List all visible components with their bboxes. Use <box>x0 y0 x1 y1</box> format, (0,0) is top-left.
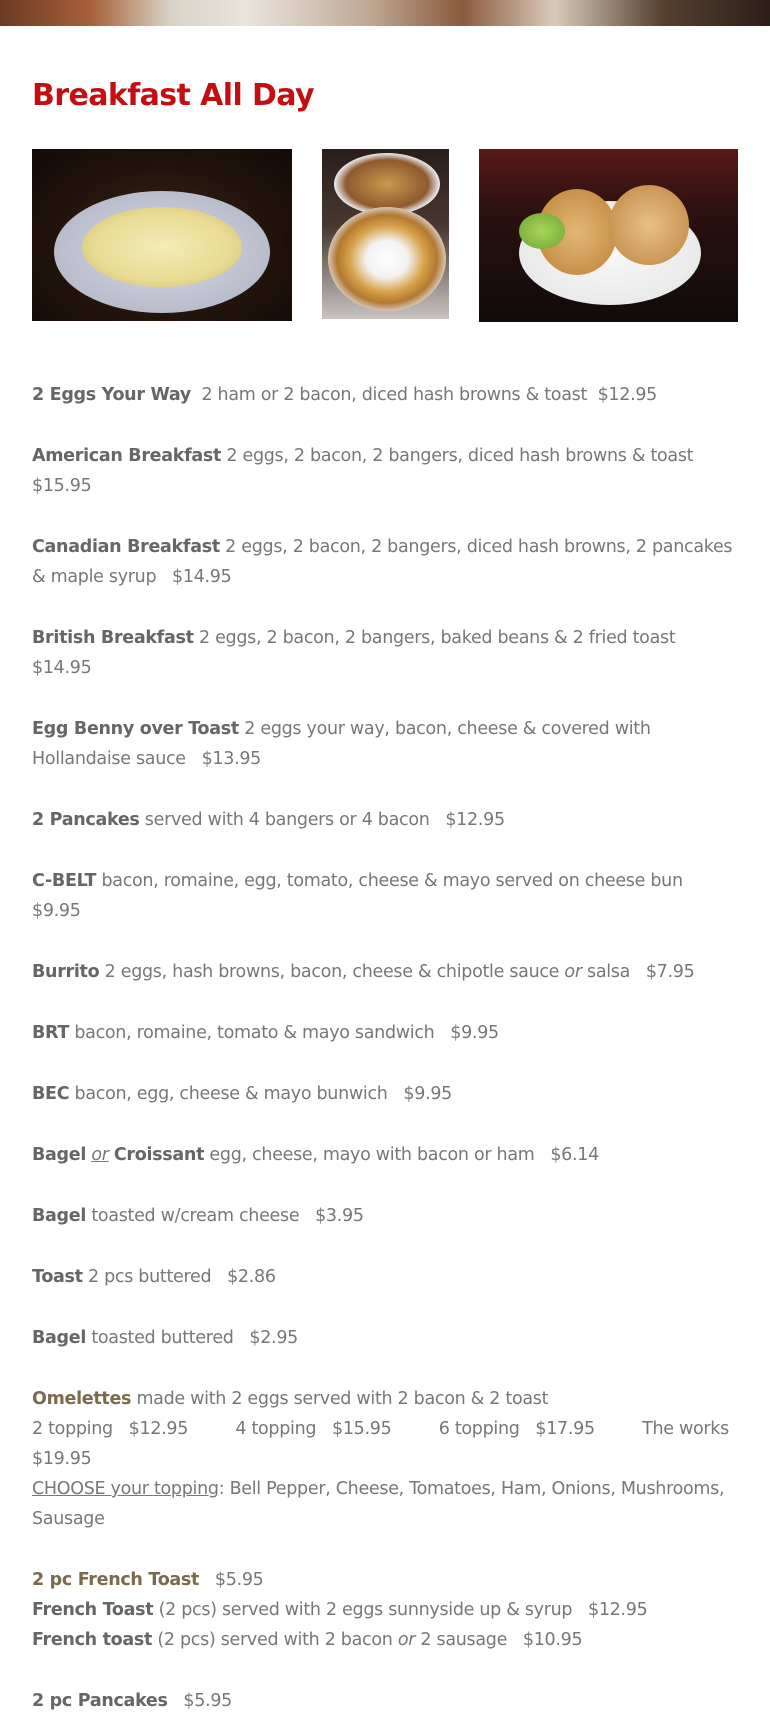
menu-item-name: Canadian Breakfast <box>32 537 220 557</box>
omelette-option-label: 4 topping <box>235 1419 317 1439</box>
menu-item-description: (2 pcs) served with 2 bacon <box>157 1630 393 1650</box>
omelette-option-price: $17.95 <box>535 1419 595 1439</box>
or-word: or <box>91 1145 109 1165</box>
or-word: or <box>564 962 582 982</box>
menu-item-british-breakfast <box>32 623 744 683</box>
menu-item-description: served with 4 bangers or 4 bacon <box>144 810 430 830</box>
menu-item-description: 2 ham or 2 bacon, diced hash browns & toast <box>201 385 588 405</box>
menu-item-price: $2.86 <box>227 1267 276 1287</box>
menu-item-name: French Toast <box>32 1600 154 1620</box>
menu-item-price: $12.95 <box>597 385 657 405</box>
menu-item-description: 2 sausage <box>420 1630 508 1650</box>
menu-item-price: $5.95 <box>183 1691 233 1711</box>
topping-list: : Bell Pepper, Cheese, Tomatoes, Ham, Onions, Mushrooms, Sausage <box>32 1479 725 1529</box>
menu-item-2pc-french-toast <box>32 1565 744 1595</box>
menu-item-price: $14.95 <box>32 658 92 678</box>
menu-item-bagel-cream-cheese <box>32 1201 744 1231</box>
menu-item-price: $9.95 <box>450 1023 499 1043</box>
header-banner-photo <box>0 0 770 26</box>
omelette-option-price: $15.95 <box>332 1419 392 1439</box>
menu-item-name: British Breakfast <box>32 628 194 648</box>
menu-item-toast <box>32 1262 744 1292</box>
or-word: or <box>397 1630 416 1650</box>
menu-item-description: egg, cheese, mayo with bacon or ham <box>209 1145 535 1165</box>
menu-item-description: made with 2 eggs served with 2 bacon & 2 toast <box>136 1389 549 1409</box>
omelette-option-label: 6 topping <box>438 1419 520 1439</box>
omelettes-heading <box>32 1384 744 1414</box>
omelette-option-label: 2 topping <box>32 1419 113 1439</box>
pancakes-and-waffle-photo <box>322 149 449 319</box>
menu-item-price: $10.95 <box>522 1630 583 1650</box>
menu-item-2-pancakes <box>32 805 744 835</box>
menu-item-american-breakfast <box>32 441 744 501</box>
menu-item-price: $12.95 <box>588 1600 648 1620</box>
menu-item-price: $12.95 <box>445 810 505 830</box>
omelette-options <box>32 1414 744 1474</box>
menu-item-name: BEC <box>32 1084 70 1104</box>
menu-item-egg-benny <box>32 714 744 774</box>
menu-item-price: $14.95 <box>172 567 232 587</box>
menu-item-name: French toast <box>32 1630 153 1650</box>
french-toast-section <box>32 1565 744 1655</box>
omelette-option-price: $19.95 <box>32 1449 92 1469</box>
menu-item-description: bacon, romaine, egg, tomato, cheese & mayo served on cheese bun <box>101 871 683 891</box>
menu-item-price: $9.95 <box>403 1084 452 1104</box>
menu-item-bec <box>32 1079 744 1109</box>
menu-item-price: $2.95 <box>249 1328 299 1348</box>
eggs-benny-plate-photo <box>32 149 292 321</box>
menu-item-name: Egg Benny over Toast <box>32 719 239 739</box>
menu-item-price: $6.14 <box>550 1145 599 1165</box>
menu-item-description: 2 eggs your way, bacon, cheese & covered with Hollandaise sauce <box>32 719 651 769</box>
menu-item-french-toast-eggs <box>32 1595 744 1625</box>
menu-item-description: toasted buttered <box>91 1328 234 1348</box>
menu-item-price: $3.95 <box>315 1206 364 1226</box>
choose-topping-label: CHOOSE your topping <box>32 1479 219 1499</box>
menu-item-description: salsa <box>587 962 631 982</box>
omelette-option-price: $12.95 <box>128 1419 189 1439</box>
section-title: Breakfast All Day <box>32 78 314 113</box>
menu-item-price: $13.95 <box>201 749 262 769</box>
menu-item-description: bacon, romaine, tomato & mayo sandwich <box>74 1023 435 1043</box>
menu-item-name: Omelettes <box>32 1389 132 1409</box>
menu-item-description: 2 eggs, 2 bacon, 2 bangers, diced hash browns, 2 pancakes & maple syrup <box>32 537 733 587</box>
menu-item-brt <box>32 1018 744 1048</box>
menu-item-description: 2 eggs, 2 bacon, 2 bangers, diced hash browns & toast <box>226 446 694 466</box>
menu-item-bagel-buttered <box>32 1323 744 1353</box>
menu-item-price: $7.95 <box>645 962 695 982</box>
menu-item-name: 2 pc French Toast <box>32 1570 200 1590</box>
menu-item-name: Bagel <box>32 1328 87 1348</box>
menu-item-2-eggs-your-way <box>32 380 744 410</box>
breakfast-sandwich-photo <box>479 149 738 322</box>
menu-item-name: 2 Eggs Your Way <box>32 385 191 405</box>
menu-item-name: American Breakfast <box>32 446 222 466</box>
menu-item-description: bacon, egg, cheese & mayo bunwich <box>74 1084 388 1104</box>
menu-item-description: 2 eggs, hash browns, bacon, cheese & chipotle sauce <box>104 962 560 982</box>
menu-item-description: (2 pcs) served with 2 eggs sunnyside up & syrup <box>158 1600 573 1620</box>
menu-item-description: 2 pcs buttered <box>88 1267 212 1287</box>
omelette-toppings <box>32 1474 744 1534</box>
menu-item-name: 2 Pancakes <box>32 810 140 830</box>
menu-item-price: $15.95 <box>32 476 92 496</box>
breakfast-menu <box>32 380 744 1716</box>
menu-item-name: Bagel <box>32 1206 87 1226</box>
menu-item-description: 2 eggs, 2 bacon, 2 bangers, baked beans & 2 fried toast <box>198 628 676 648</box>
menu-item-name: BRT <box>32 1023 70 1043</box>
omelette-option-label: The works <box>642 1419 729 1439</box>
menu-item-bagel-or-croissant <box>32 1140 744 1170</box>
menu-item-price: $5.95 <box>214 1570 264 1590</box>
menu-item-name: C-BELT <box>32 871 97 891</box>
menu-item-2pc-pancakes <box>32 1686 744 1716</box>
menu-item-name: Croissant <box>113 1145 205 1165</box>
menu-item-c-belt <box>32 866 744 926</box>
menu-item-name: 2 pc Pancakes <box>32 1691 168 1711</box>
menu-item-name: Toast <box>32 1267 83 1287</box>
menu-item-price: $9.95 <box>32 901 81 921</box>
menu-item-canadian-breakfast <box>32 532 744 592</box>
menu-item-name: Burrito <box>32 962 100 982</box>
menu-item-french-toast-bacon <box>32 1625 744 1655</box>
menu-item-burrito <box>32 957 744 987</box>
menu-item-description: toasted w/cream cheese <box>91 1206 300 1226</box>
menu-item-name: Bagel <box>32 1145 87 1165</box>
omelettes-section <box>32 1384 744 1534</box>
